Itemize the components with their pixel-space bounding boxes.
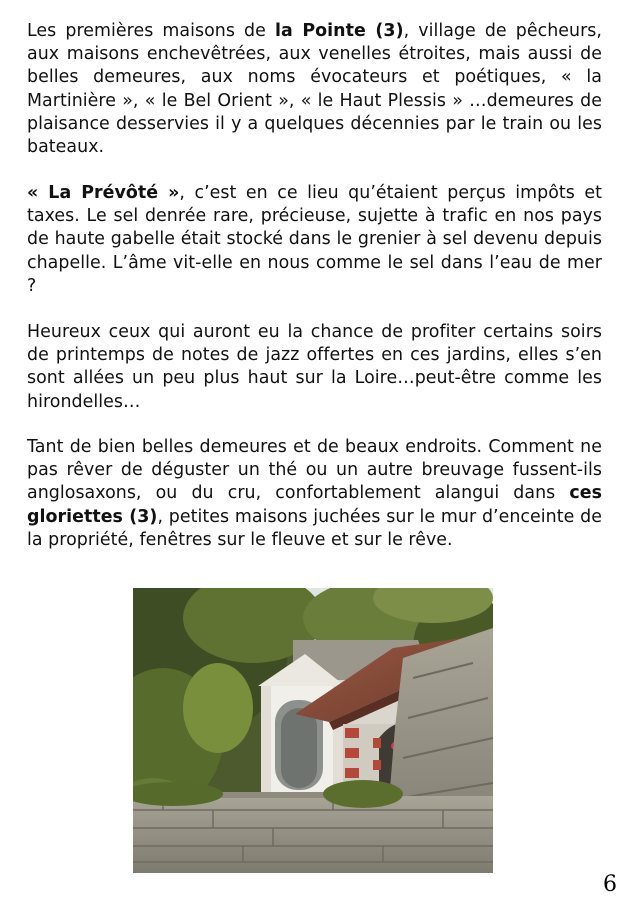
paragraph-1-text-b: , village de pêcheurs, aux maisons enchevêtrées, aux venelles étroites, mais aussi de belles demeures, aux noms évocateurs et poétiques, « la Martinière », « le Bel Orient », « le Haut Plessis » …demeures de plaisance desservies il y a quelques décennies par le train ou les bateaux. [27,21,602,158]
paragraph-2 [27,182,602,298]
page-number: 6 [603,872,617,897]
paragraph-3-text: Heureux ceux qui auront eu la chance de profiter certains soirs de printemps de notes de jazz offertes en ces jardins, elles s’en sont allées un peu plus haut sur la Loire…peut-être comme les hirondelles… [27,322,602,412]
place-name-la-pointe: la Pointe (3) [274,21,404,41]
paragraph-4-text-a: Tant de bien belles demeures et de beaux endroits. Comment ne pas rêver de déguster un thé ou un autre breuvage fussent-ils anglosaxons, ou du cru, confortablement alangui dans [27,437,602,504]
gloriette-illustration [133,588,493,873]
place-name-gloriettes: ces gloriettes (3) [27,483,602,527]
paragraph-1-text-a: Les premières maisons de [27,21,275,41]
paragraph-2-text: , c’est en ce lieu qu’étaient perçus impôts et taxes. Le sel denrée rare, précieuse, sujette à trafic en nos pays de haute gabelle était stocké dans le grenier à sel devenu depuis chapelle. L’âme vit-elle en nous comme le sel dans l’eau de mer ? [27,183,602,296]
paragraph-1 [27,20,602,159]
paragraph-3 [27,321,602,414]
place-name-la-prevote: « La Prévôté » [27,183,180,203]
gloriette-photo [133,588,493,873]
paragraph-4 [27,436,602,552]
paragraph-4-text-b: , petites maisons juchées sur le mur d’enceinte de la propriété, fenêtres sur le fleuve et sur le rêve. [27,506,602,550]
